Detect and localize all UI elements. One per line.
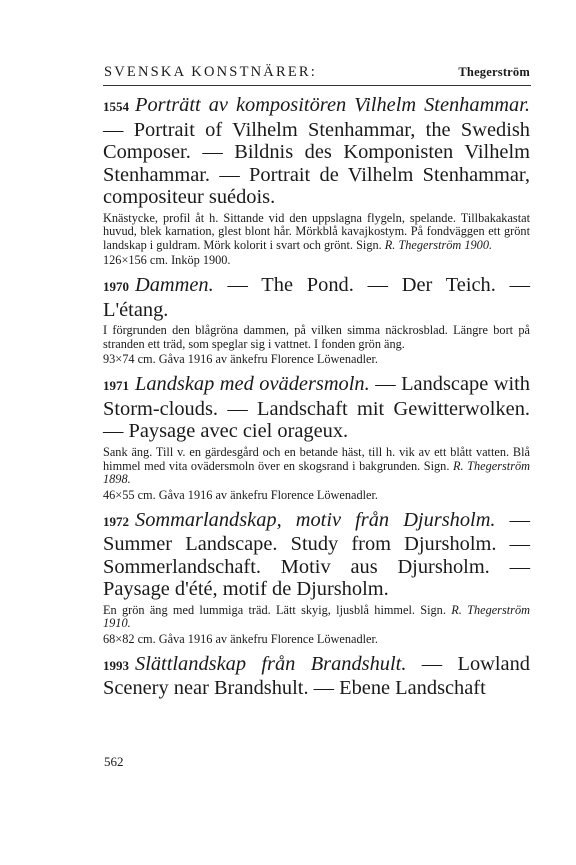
entry-description-text: Sank äng. Till v. en gärdesgård och en betande häst, till h. vik av ett blått vatten. Blå himmel med vita ovädersmoln över en skogsrand i bakgrunden. Sign. (103, 444, 530, 473)
entry-title-translations: — Portrait of Vilhelm Stenhammar, the Swedish Composer. — Bildnis des Komponisten Vilhelm Stenhammar. — Portrait de Vilhelm Stenhammar, compositeur suédois. (103, 118, 530, 208)
entry-title (103, 509, 530, 601)
entry-description-text: Knästycke, profil åt h. Sittande vid den uppslagna flygeln, spelande. Tillbakakastat huvud, blek karnation, glest blont hår. Mörkblå kavajkostym. På fondväggen ett grönt landskap i guldram. Mörk kolorit i svart och grönt. Sign. (103, 210, 530, 252)
entry-number: 1993 (103, 657, 129, 673)
entry-description-text: En grön äng med lummiga träd. Lätt skyig, ljusblå himmel. Sign. (103, 602, 446, 617)
entry-signature: R. Thegerström 1900. (384, 237, 493, 252)
header-section-title: SVENSKA KONSTNÄRER: (104, 64, 318, 80)
entry-dimensions: 46×55 cm. Gåva 1916 av änkefru Florence Löwenadler. (103, 487, 378, 502)
entry-number: 1970 (103, 279, 129, 295)
catalog-entry (103, 653, 530, 700)
entry-number: 1554 (103, 99, 129, 114)
entry-title-translations: — Lowland Scenery near Brandshult. — Ebene Landschaft (103, 652, 530, 700)
entry-dimensions: 126×156 cm. Inköp 1900. (103, 253, 231, 268)
entry-description (103, 446, 530, 487)
entry-title-swedish: Sommarlandskap, motiv från Djursholm. (135, 508, 496, 531)
entry-title-swedish: Slättlandskap från Brandshult. (135, 652, 407, 675)
entry-title (103, 653, 530, 700)
entry-title (103, 373, 530, 443)
entry-dimensions: 68×82 cm. Gåva 1916 av änkefru Florence Löwenadler. (103, 631, 378, 646)
catalog-entries (103, 94, 530, 706)
catalog-entry (103, 373, 530, 502)
entry-title-swedish: Dammen. (135, 274, 214, 297)
entry-dimensions: 93×74 cm. Gåva 1916 av änkefru Florence Löwenadler. (103, 352, 378, 367)
entry-title (103, 94, 530, 209)
entry-description (103, 324, 530, 351)
entry-title (103, 274, 530, 321)
entry-number: 1972 (103, 513, 129, 529)
entry-title-translations: — The Pond. — Der Teich. — L'étang. (103, 274, 530, 321)
entry-title-swedish: Landskap med ovädersmoln. (135, 373, 370, 396)
entry-signature: R. Thegerström 1898. (103, 458, 531, 487)
page-number: 562 (104, 754, 124, 769)
entry-description (103, 604, 530, 631)
entry-signature: R. Thegerström 1910. (103, 602, 530, 631)
running-header (104, 64, 530, 84)
entry-description-text: I förgrunden den blågröna dammen, på vilken simma näckrosblad. Längre bort på stranden ett träd, som speglar sig i vattnet. I fonden grön äng. (103, 323, 530, 351)
entry-description (103, 212, 530, 253)
entry-title-translations: — Landscape with Storm-clouds. — Landschaft mit Gewitterwolken. — Paysage avec ciel orageux. (103, 373, 530, 443)
entry-title-swedish: Porträtt av kompositören Vilhelm Stenhammar. (135, 94, 530, 116)
catalog-entry (103, 94, 530, 268)
header-artist-name: Thegerström (458, 65, 530, 79)
catalog-entry (103, 509, 530, 647)
entry-title-translations: — Summer Landscape. Study from Djursholm. — Sommerlandschaft. Motiv aus Djursholm. — Paysage d'été, motif de Djursholm. (103, 508, 530, 601)
catalog-entry (103, 274, 530, 367)
header-rule (103, 85, 531, 86)
entry-number: 1971 (103, 378, 129, 394)
